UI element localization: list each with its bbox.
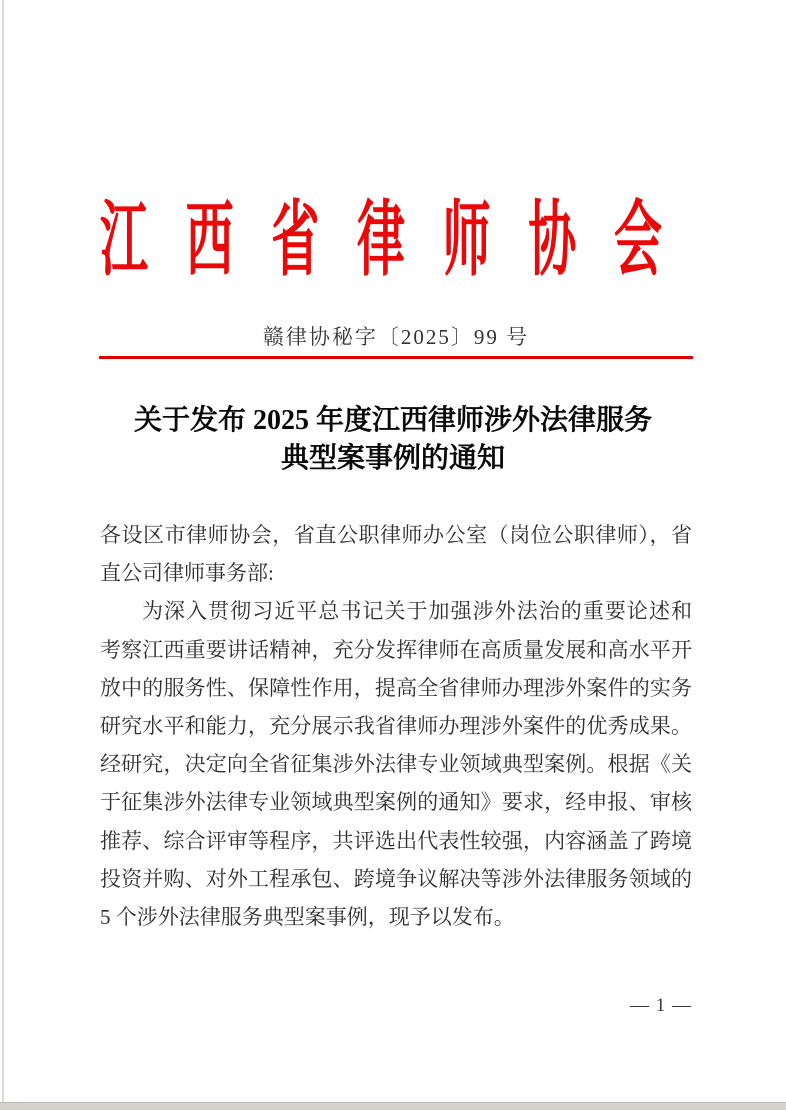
- document-number: 赣律协秘字〔2025〕99 号: [262, 325, 530, 349]
- red-separator-rule: [99, 356, 693, 359]
- body-line: 经研究，决定向全省征集涉外法律专业领域典型案例。根据《关: [100, 752, 692, 777]
- body-line: 推荐、综合评审等程序，共评选出代表性较强，内容涵盖了跨境: [100, 828, 692, 853]
- page-left-edge: [2, 0, 4, 1103]
- page-number: — 1 —: [630, 995, 692, 1016]
- document-body: [100, 516, 692, 936]
- document-title: [50, 402, 736, 478]
- document-title-line2: 典型案事例的通知: [280, 443, 505, 474]
- body-line: 直公司律师事务部:: [100, 561, 274, 586]
- body-line: 研究水平和能力，充分展示我省律师办理涉外案件的优秀成果。: [100, 714, 692, 739]
- body-line: 为深入贯彻习近平总书记关于加强涉外法治的重要论述和: [142, 599, 692, 624]
- page-bottom-edge: [0, 1102, 786, 1110]
- body-line: 投资并购、对外工程承包、跨境争议解决等涉外法律服务领域的: [100, 866, 692, 891]
- body-line: 5 个涉外法律服务典型案事例，现予以发布。: [100, 905, 515, 930]
- organization-title: 江西省律师协会: [100, 195, 692, 286]
- document-title-line1: 关于发布 2025 年度江西律师涉外法律服务: [133, 405, 652, 436]
- body-line: 考察江西重要讲话精神，充分发挥律师在高质量发展和高水平开: [100, 637, 692, 662]
- body-line: 各设区市律师协会，省直公职律师办公室（岗位公职律师），省: [100, 523, 692, 547]
- body-line: 放中的服务性、保障性作用，提高全省律师办理涉外案件的实务: [100, 675, 692, 700]
- body-line: 于征集涉外法律专业领域典型案例的通知》要求，经申报、审核: [100, 790, 692, 815]
